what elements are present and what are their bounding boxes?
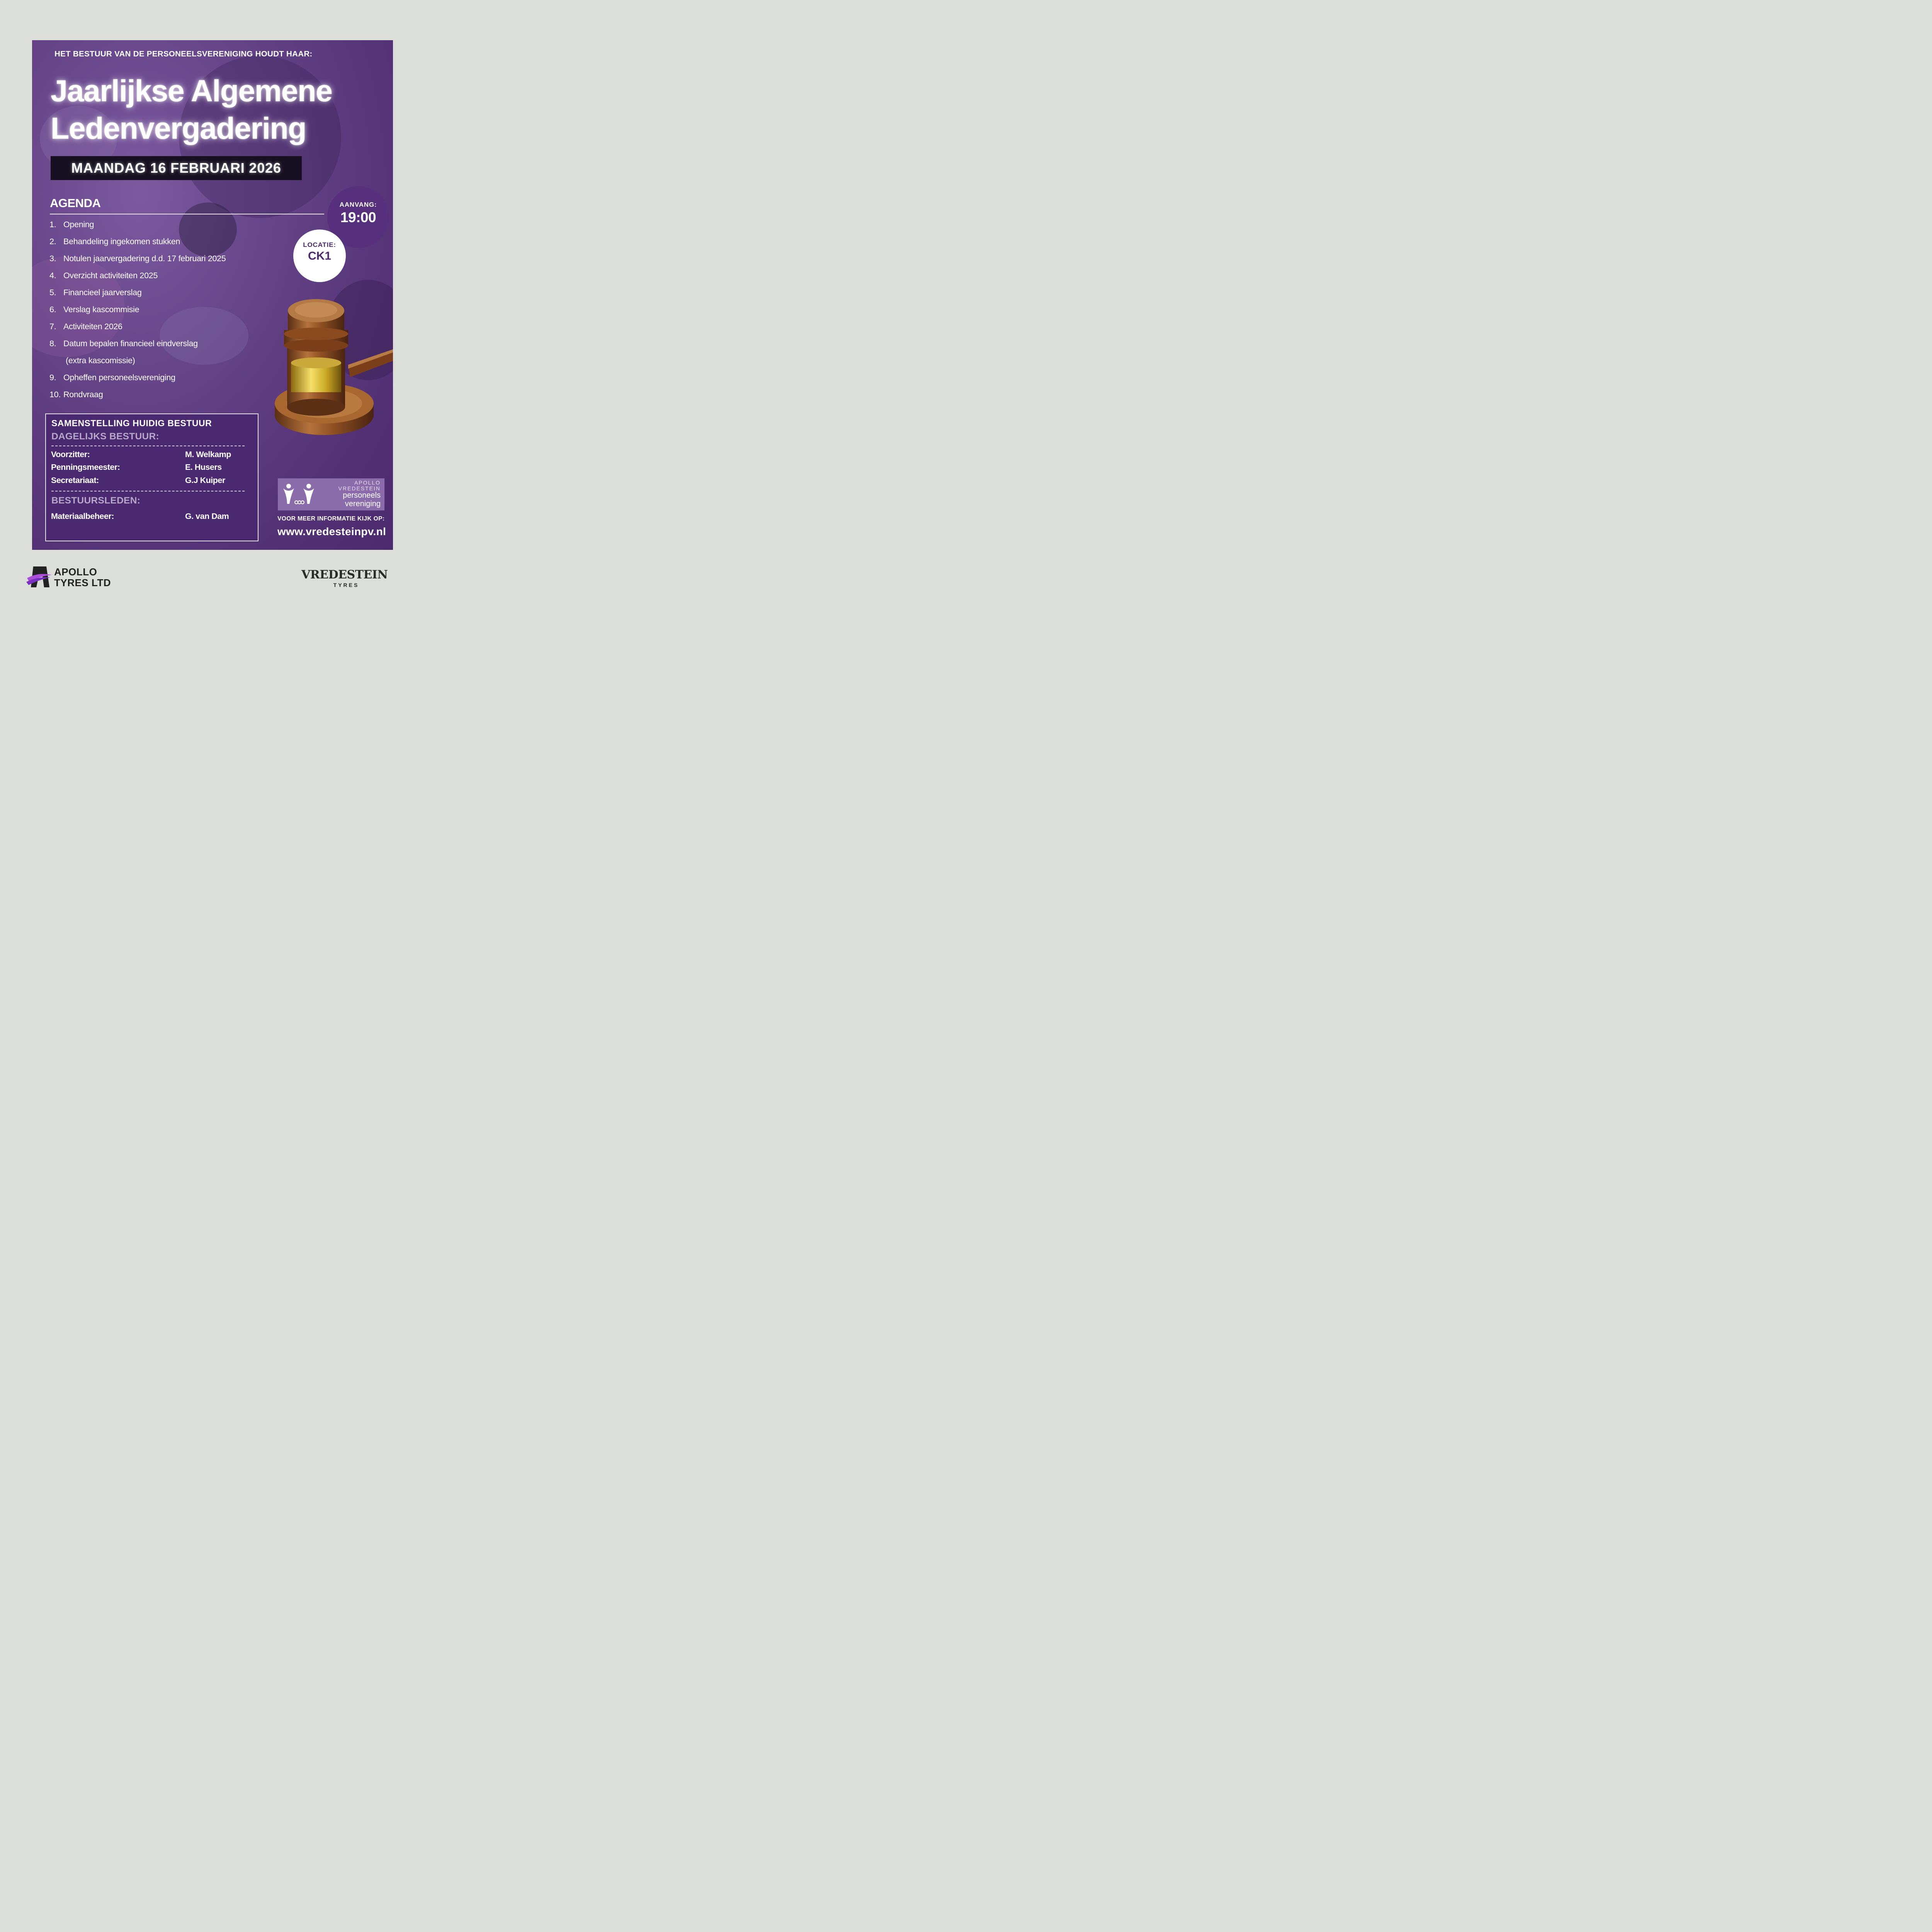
- board-member-name: G.J Kuiper: [185, 476, 225, 485]
- website-link[interactable]: www.vredesteinpv.nl: [277, 526, 386, 537]
- board-members-heading: BESTUURSLEDEN:: [51, 495, 141, 506]
- agenda-item: 8. Datum bepalen financieel eindverslag: [49, 339, 198, 348]
- agenda-item-continuation: (extra kascomissie): [66, 356, 135, 365]
- apollo-text-line1: APOLLO: [54, 566, 97, 578]
- event-date-banner: MAANDAG 16 FEBRUARI 2026: [51, 156, 302, 180]
- agenda-item: 3. Notulen jaarvergadering d.d. 17 februari 2025: [49, 254, 226, 263]
- location-badge: [293, 230, 346, 282]
- divider: [51, 491, 245, 492]
- agenda-heading: AGENDA: [50, 196, 101, 210]
- logo-text-apollo: APOLLO: [354, 480, 381, 486]
- dancing-figures-icon: [281, 481, 318, 509]
- apollo-text-line2: TYRES LTD: [54, 577, 111, 588]
- event-poster: [32, 40, 393, 550]
- agenda-item: 7. Activiteiten 2026: [49, 322, 122, 331]
- board-member-name: E. Husers: [185, 463, 222, 472]
- board-member-name: G. van Dam: [185, 512, 229, 521]
- agenda-item: 9. Opheffen personeelsvereniging: [49, 373, 175, 382]
- board-heading: SAMENSTELLING HUIDIG BESTUUR: [51, 418, 212, 428]
- gavel-illustration: [271, 287, 393, 450]
- title-line-2: Ledenvergadering: [51, 111, 306, 145]
- board-member-name: M. Welkamp: [185, 450, 231, 459]
- apollo-tyres-logo: [26, 565, 114, 589]
- agenda-item: 5. Financieel jaarverslag: [49, 288, 142, 297]
- agenda-item: 2. Behandeling ingekomen stukken: [49, 237, 180, 246]
- agenda-item: 4. Overzicht activiteiten 2025: [49, 271, 158, 280]
- logo-text-vereniging: vereniging: [345, 500, 381, 508]
- agenda-item: 10. Rondvraag: [49, 390, 103, 399]
- board-role: Secretariaat:: [51, 476, 99, 485]
- poster-kicker: HET BESTUUR VAN DE PERSONEELSVERENIGING HOUDT HAAR:: [54, 49, 313, 58]
- agenda-item: 6. Verslag kascommisie: [49, 305, 139, 314]
- vredestein-tyres-logo: [301, 568, 394, 591]
- start-time-value: 19:00: [340, 209, 376, 225]
- location-label: LOCATIE:: [303, 241, 336, 248]
- apollo-a-mark-icon: [26, 565, 53, 589]
- daily-board-heading: DAGELIJKS BESTUUR:: [51, 431, 160, 442]
- agenda-item: 1. Opening: [49, 220, 94, 229]
- board-role: Penningsmeester:: [51, 463, 120, 472]
- board-composition-box: [45, 413, 259, 541]
- board-role: Voorzitter:: [51, 450, 90, 459]
- logo-text-personeels: personeels: [343, 491, 381, 500]
- start-time-label: AANVANG:: [339, 201, 377, 208]
- personeelsvereniging-logo: [278, 478, 384, 510]
- location-value: CK1: [308, 250, 331, 262]
- vredestein-subtext: TYRES: [333, 582, 359, 588]
- board-role: Materiaalbeheer:: [51, 512, 114, 521]
- poster-title: [51, 72, 332, 147]
- vredestein-wordmark: VREDESTEIN: [301, 568, 388, 582]
- title-line-1: Jaarlijkse Algemene: [51, 73, 332, 108]
- more-info-label: VOOR MEER INFORMATIE KIJK OP:: [277, 515, 385, 522]
- page: [0, 0, 425, 605]
- logo-text-vredestein: VREDESTEIN: [338, 485, 381, 492]
